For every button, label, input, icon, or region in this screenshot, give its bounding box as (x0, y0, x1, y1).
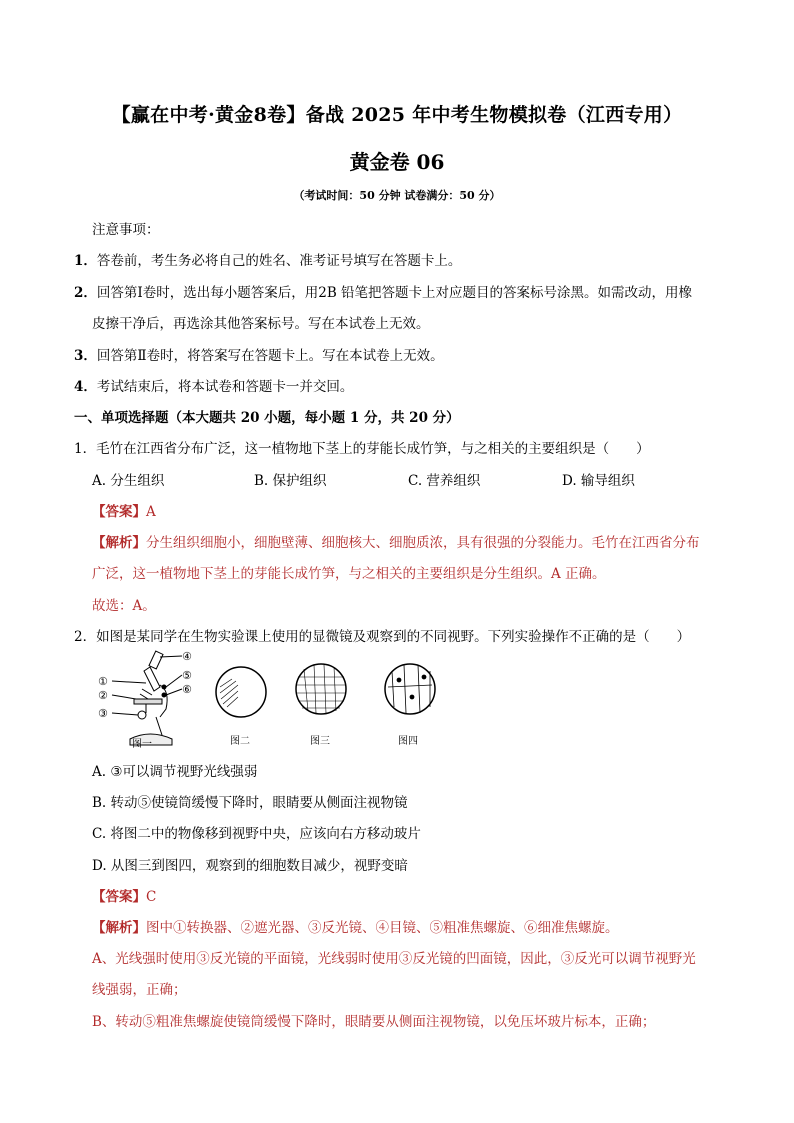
q2-option-c: C. 将图二中的物像移到视野中央，应该向右方移动玻片 (92, 826, 421, 842)
notice-num: 4． (74, 379, 97, 395)
q1-option-b: B. 保护组织 (254, 473, 327, 489)
notice-num: 2． (74, 285, 97, 301)
q2-analysis-a-cont: 线强弱，正确； (92, 982, 187, 998)
label-3: ③ (98, 707, 108, 720)
label-5: ⑤ (182, 669, 192, 682)
notice-text: 答卷前，考生务必将自己的姓名、准考证号填写在答题卡上。 (96, 253, 462, 269)
analysis-tag: 【解析】 (92, 920, 146, 936)
q2-analysis-b: B、转动⑤粗准焦螺旋使镜筒缓慢下降时，眼睛要从侧面注视物镜，以免压坏玻片标本，正确； (92, 1014, 656, 1030)
q1-analysis (92, 531, 700, 551)
label-2: ② (98, 689, 108, 702)
caption-1: 图一 (132, 739, 152, 750)
caption-3: 图三 (310, 736, 330, 747)
view-4-drawing (385, 664, 435, 714)
q1-conclusion: 故选：A。 (92, 598, 156, 614)
q2-option-a: A. ③可以调节视野光线强弱 (92, 764, 258, 780)
q1-option-c: C. 营养组织 (408, 473, 481, 489)
answer-value: A (146, 504, 156, 520)
q2-analysis-a: A、光线强时使用③反光镜的平面镜，光线弱时使用③反光镜的凹面镜，因此，③反光可以调节视野光 (92, 951, 696, 967)
notice-item-4 (74, 375, 353, 395)
notice-heading: 注意事项： (92, 222, 160, 238)
q1-answer (92, 500, 156, 520)
q2-option-b: B. 转动⑤使镜筒缓慢下降时，眼睛要从侧面注视物镜 (92, 795, 408, 811)
notice-text: 考试结束后，将本试卷和答题卡一并交回。 (96, 379, 354, 395)
notice-num: 3． (74, 348, 97, 364)
notice-item-3 (74, 344, 444, 364)
caption-4: 图四 (398, 736, 418, 747)
microscope-figure (90, 647, 450, 750)
answer-value: C (146, 889, 157, 905)
answer-tag: 【答案】 (92, 889, 146, 905)
notice-item-2 (74, 281, 692, 301)
microscope-drawing (112, 651, 182, 745)
q1-option-a: A. 分生组织 (92, 473, 165, 489)
q2-analysis (92, 916, 619, 936)
notice-num: 1． (74, 253, 97, 269)
analysis-tag: 【解析】 (92, 535, 146, 551)
section-heading: 一、单项选择题（本大题共 20 小题，每小题 1 分，共 20 分） (74, 410, 460, 426)
label-4: ④ (182, 650, 192, 663)
notice-text: 回答第Ⅰ卷时，选出每小题答案后，用2B 铅笔把答题卡上对应题目的答案标号涂黑。如需改动，用橡 (96, 285, 693, 301)
view-3-drawing (296, 664, 346, 714)
exam-title: 【赢在中考·黄金8卷】备战 2025 年中考生物模拟卷（江西专用） (111, 104, 683, 126)
q1-analysis-cont: 广泛，这一植物地下茎上的芽能长成竹笋，与之相关的主要组织是分生组织。A 正确。 (92, 566, 606, 582)
q2-answer (92, 885, 156, 905)
notice-text: 回答第Ⅱ卷时，将答案写在答题卡上。写在本试卷上无效。 (96, 348, 444, 364)
q1-option-d: D. 输导组织 (562, 473, 635, 489)
label-1: ① (98, 675, 108, 688)
label-6: ⑥ (182, 683, 192, 696)
notice-item-1 (74, 249, 461, 269)
analysis-text: 分生组织细胞小，细胞壁薄、细胞核大、细胞质浓，具有很强的分裂能力。毛竹在江西省分布 (146, 535, 700, 551)
analysis-text: 图中①转换器、②遮光器、③反光镜、④目镜、⑤粗准焦螺旋、⑥细准焦螺旋。 (146, 920, 619, 936)
q2-stem: 2．如图是某同学在生物实验课上使用的显微镜及观察到的不同视野。下列实验操作不正确的是（ ） (74, 629, 691, 645)
view-2-drawing (216, 667, 266, 717)
q2-option-d: D. 从图三到图四，观察到的细胞数目减少，视野变暗 (92, 858, 408, 874)
paper-subtitle: 黄金卷 06 (349, 150, 445, 174)
caption-2: 图二 (230, 736, 250, 747)
q1-stem: 1．毛竹在江西省分布广泛，这一植物地下茎上的芽能长成竹笋，与之相关的主要组织是（ ） (74, 441, 650, 457)
answer-tag: 【答案】 (92, 504, 146, 520)
exam-info: （考试时间：50 分钟 试卷满分：50 分） (293, 189, 501, 202)
figure-svg (90, 647, 450, 750)
notice-item-2-cont: 皮擦干净后，再选涂其他答案标号。写在本试卷上无效。 (92, 316, 430, 332)
